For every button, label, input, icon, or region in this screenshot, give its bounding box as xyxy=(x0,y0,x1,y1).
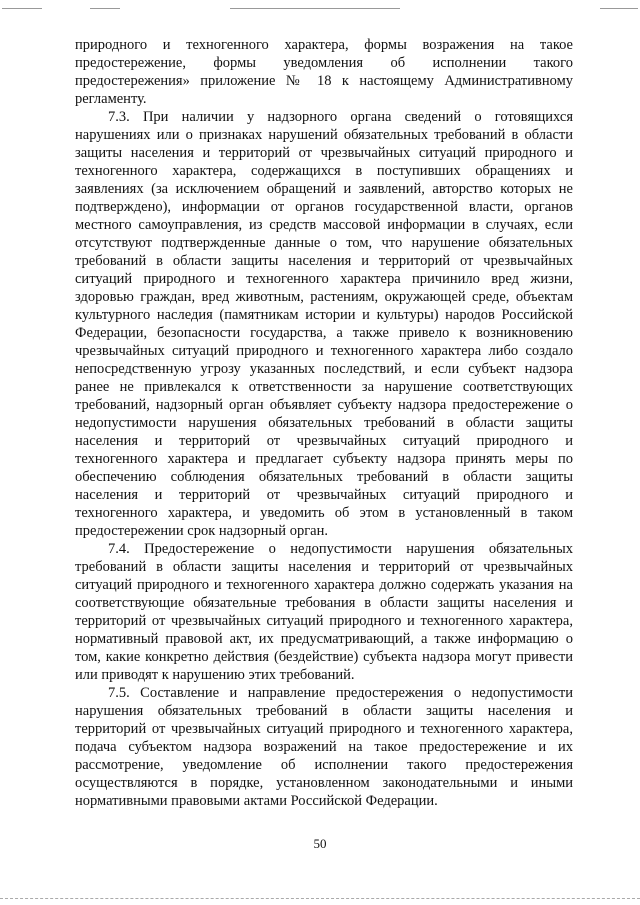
text-line: предостережении срок надзорный орган. xyxy=(75,523,328,539)
text-line: или приводят к нарушению этих требований. xyxy=(75,667,355,683)
text-line: территорий от чрезвычайных ситуаций природного и техногенного характера, xyxy=(75,613,573,629)
text-line: территорий от чрезвычайных ситуаций природного и техногенного характера, xyxy=(75,721,573,737)
text-line: техногенного характера и предлагает субъекту надзора принять меры по xyxy=(75,451,573,467)
text-line: 7.4. Предостережение о недопустимости нарушения обязательных xyxy=(108,541,573,557)
scan-edge-top xyxy=(0,0,640,18)
document-body xyxy=(75,36,573,810)
text-line: соответствующие обязательные требования в области защиты населения и xyxy=(75,595,573,611)
text-line: том, какие конкретно действия (бездействие) субъекта надзора могут привести xyxy=(75,649,573,665)
text-line: ситуаций природного и техногенного характера причинило вред жизни, xyxy=(75,271,573,287)
text-line: требований в области защиты населения и территорий от чрезвычайных xyxy=(75,559,573,575)
text-line: защиты населения и территорий от чрезвычайных ситуаций природного и xyxy=(75,145,573,161)
text-line: подача субъектом надзора возражений на такое предостережение и их xyxy=(75,739,573,755)
text-line: техногенного характера, содержащихся в поступивших обращениях и xyxy=(75,163,573,179)
text-line: регламенту. xyxy=(75,91,147,107)
text-line: нормативный правовой акт, их предусматривающий, а также информацию о xyxy=(75,631,573,647)
text-line: здоровью граждан, вред животным, растениям, окружающей среде, объектам xyxy=(75,289,573,305)
text-line: ранее не привлекался к ответственности за нарушение соответствующих xyxy=(75,379,573,395)
text-line: предостережение, формы уведомления об исполнении такого xyxy=(75,55,573,71)
text-line: населения и территорий от чрезвычайных ситуаций природного и xyxy=(75,433,573,449)
text-line: нормативными правовыми актами Российской Федерации. xyxy=(75,793,438,809)
text-line: нарушениях или о признаках нарушений обязательных требований в области xyxy=(75,127,573,143)
text-line: 7.5. Составление и направление предостережения о недопустимости xyxy=(108,685,573,701)
text-line: требований в области защиты населения и территорий от чрезвычайных xyxy=(75,253,573,269)
text-line: ситуаций природного и техногенного характера должно содержать указания на xyxy=(75,577,573,593)
text-line: обеспечению соблюдения обязательных требований в области защиты xyxy=(75,469,573,485)
text-line: недопустимости нарушения обязательных требований в области защиты xyxy=(75,415,573,431)
text-line: природного и техногенного характера, формы возражения на такое xyxy=(75,37,573,53)
text-line: предостережения» приложение № 18 к настоящему Административному xyxy=(75,73,573,89)
text-line: требований, надзорный орган объявляет субъекту надзора предостережение о xyxy=(75,397,573,413)
text-line: местного самоуправления, из средств массовой информации в случаях, если xyxy=(75,217,573,233)
text-line: подтверждено), информации от органов государственной власти, органов xyxy=(75,199,573,215)
text-line: непосредственную угрозу указанных последствий, и если субъект надзора xyxy=(75,361,573,377)
text-line: 7.3. При наличии у надзорного органа сведений о готовящихся xyxy=(108,109,573,125)
text-line: культурного наследия (памятникам истории и культуры) народов Российской xyxy=(75,307,573,323)
text-line: техногенного характера, и уведомить об этом в установленный в таком xyxy=(75,505,573,521)
text-line: чрезвычайных ситуаций природного и техногенного характера либо создало xyxy=(75,343,573,359)
text-line: населения и территорий от чрезвычайных ситуаций природного и xyxy=(75,487,573,503)
text-line: заявлениях (за исключением обращений и заявлений, авторство которых не xyxy=(75,181,573,197)
text-line: осуществляются в порядке, установленном законодательными и иными xyxy=(75,775,573,791)
text-line: нарушения обязательных требований в области защиты населения и xyxy=(75,703,573,719)
text-line: рассмотрение, уведомление об исполнении такого предостережения xyxy=(75,757,573,773)
scan-edge-bottom xyxy=(0,898,640,901)
text-line: отсутствуют подтвержденные данные о том, что нарушение обязательных xyxy=(75,235,573,251)
page-number: 50 xyxy=(313,836,327,851)
text-line: Федерации, безопасности государства, а также привело к возникновению xyxy=(75,325,573,341)
